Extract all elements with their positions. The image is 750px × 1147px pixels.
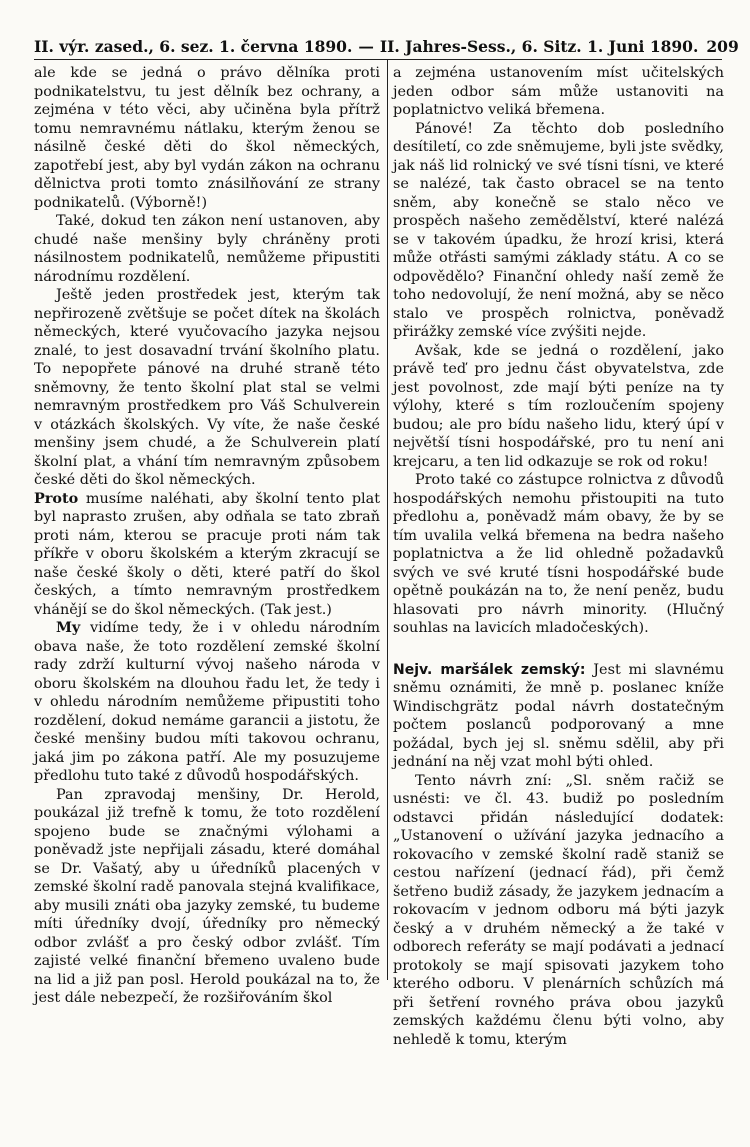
header-rule [34,59,722,60]
column-divider [387,60,388,980]
paragraph [393,661,724,772]
paragraph [34,619,380,786]
header-separator: — [358,36,374,56]
paragraph-text: musíme naléhati, aby školní tento plat byl naprasto zrušen, aby odňala se tato zbraň proti nám, kterou se pracuje proti nám tak příkře v oboru školském a kterým zkracují se naše české školy o děti, které patří do škol českých, a tímto nemravným prostředkem vhánějí se do škol německých. (Tak jest.) [34,490,380,618]
paragraph-text: vidíme tedy, že i v ohledu národním obava naše, že toto rozdělení zemské školní rady zdrží kulturní vývoj našeho národa v oboru školském na dlouhou řadu let, že tedy i v ohledu národním nemůžeme připustiti toho rozdělení, dokud nemáme garancii a jistotu, že české menšiny budou míti takovou ochranu, jaká jim po zákona patří. Ale my posuzujeme předlohu tuto také z důvodů hospodářských. [34,620,380,784]
paragraph: Tento návrh zní: „Sl. sněm račiž se usnésti: ve čl. 43. budiž po posledním odstavci přidán následující dodatek: „Ustanovení o užívání jazyka jednacího a rokovacího v zemské školní radě staniž se cestou nařízení (jednací řád), při čemž šetřeno budiž zásady, že jazykem jednacím a rokovacím v jednom odboru má býti jazyk český a v druhém německý a že také v odborech referáty se mají podávati a jednací protokoly se mají spisovati jazykem toho kterého odboru. V plenárních schůzích má při šetření rovného práva obou jazyků zemských každému členu býti volno, aby nehledě k tomu, kterým [393,772,724,1048]
paragraph: Také, dokud ten zákon není ustanoven, aby chudé naše menšiny byly chráněny proti násilnostem podnikatelů, nemůžeme připustiti národnímu rozdělení. [34,213,380,285]
paragraph [34,490,380,620]
left-column [34,64,380,1008]
paragraph: Avšak, kde se jedná o rozdělení, jako právě teď pro jednu část obyvatelstva, zde jest povolnost, zde mají býti peníze na ty výlohy, které s tím rozloučením spojeny budou; ale pro bídu našeho lidu, který úpí v největší tísni hospodářské, pro tu není ani krejcaru, a ten lid odkazuje se rok od roku! [393,342,724,470]
emphasis: Proto [34,489,79,507]
paragraph: Proto také co zástupce rolnictva z důvodů hospodářských nemohu přistoupiti na tuto předlohu a, poněvadž mám obavy, že by se tím uvalila velká břemena na bedra našeho poplatnictva a že lid ohledně požadavků svých ve své kruté tísni hospodářské bude opětně poukázán na to, že není peněz, budu hlasovati pro návrh minority. (Hlučný souhlas na lavicích mladočeských). [393,472,724,636]
right-column [393,64,724,1049]
paragraph-text: Jest mi slavnému sněmu oznámiti, že mně p. poslanec kníže Windischgrätz podal návrh dostatečným počtem poslanců podporovaný a mne požádal, bych jej sl. sněmu sdělil, aby při jednání na něj vzat mohl býti ohled. [393,661,724,770]
paragraph: Pánové! Za těchto dob posledního desítiletí, co zde sněmujeme, byli jste svědky, jak náš lid rolnický ve své tísni tísni, ve které se nalézé, tak často obracel se na tento sněm, aby konečně se stalo něco ve prospěch našeho zemědělství, které nalézá se v takovém úpadku, že hrozí krisi, která může otřásti samými základy státu. A co se odpovědělo? Finanční ohledy naší země že toho nedovolují, že není možná, aby se něco stalo ve prospěch rolnictva, poněvadž přirážky zemské více zvýšiti nejde. [393,120,724,340]
running-header [34,34,739,58]
paragraph: Pan zpravodaj menšiny, Dr. Herold, poukázal již trefně k tomu, že toto rozdělení spojeno bude se značnými výlohami a poněvadž jste nepřijali zásadu, které domáhal se Dr. Vašatý, aby u úředníků placených v zemské školní radě panovala stejná kvalifikace, aby musili znáti oba jazyky zemské, tu budeme míti úředníky dvojí, úředníky pro německý odbor zvlášť a pro český odbor zvlášť. Tím zajisté velké finanční břemeno uvaleno bude na lid a již pan posl. Herold poukázal na to, že jest dále nebezpečí, že rozšiřováním škol [34,786,380,1006]
header-czech: II. výr. zased., 6. sez. 1. června 1890. [34,36,353,56]
paragraph: ale kde se jedná o právo dělníka proti podnikatelstvu, tu jest dělník bez ochrany, a zejména v této věci, aby učiněna byla přítrž tomu nemravnému nátlaku, kterým ženou se násilně české děti do škol německých, zapotřebí jest, aby byl vydán zákon na ochranu dělnictva proti tomto znásilňování ze strany podnikatelů. (Výborně!) [34,65,380,211]
speaker-name: Nejv. maršálek zemský: [393,661,586,678]
emphasis: My [56,619,81,636]
header-german: II. Jahres-Sess., 6. Sitz. 1. Juni 1890. [379,36,699,56]
page-number: 209 [706,36,739,56]
paragraph: Ještě jeden prostředek jest, kterým tak nepřirozeně zvětšuje se počet dítek na školách německých, které vyučovacího jazyka nejsou znalé, to jest dosavadní trvání školního platu. To nepopřete pánové na druhé straně této sněmovny, že tento školní plat stal se velmi nemravným prostředkem pro Váš Schulverein v otázkách školských. Vy víte, že naše české menšiny jsem chudé, a že Schulverein platí školní plat, a vhání tím nemravným způsobem české děti do škol německých. [34,287,380,488]
paragraph: a zejména ustanovením míst učitelských jeden odbor sám může ustanoviti na poplatnictvo veliká břemena. [393,65,724,118]
